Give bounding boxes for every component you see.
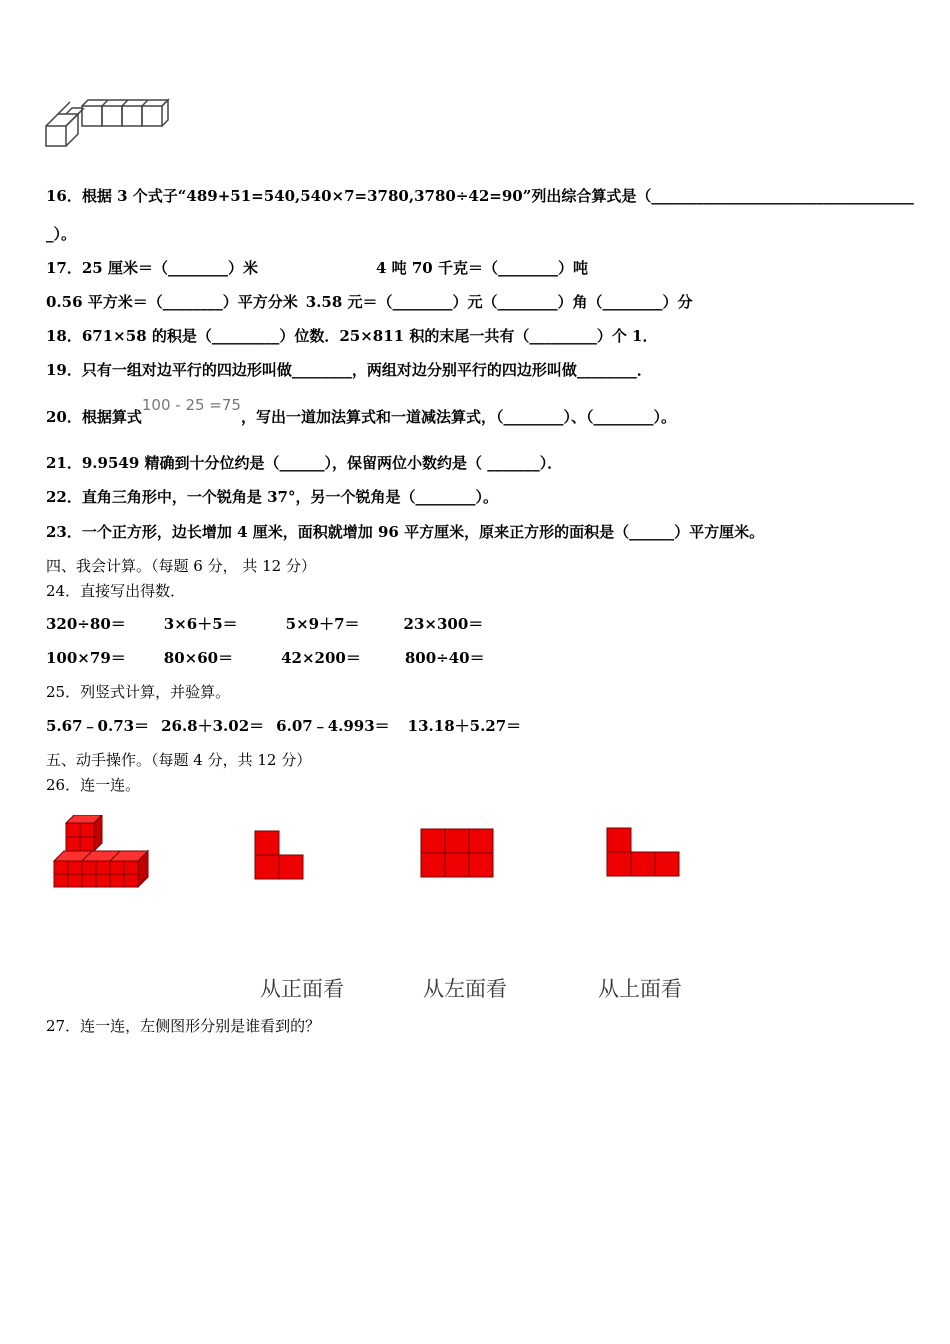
- question-24: 24．直接写出得数．: [46, 582, 186, 600]
- question-16-continued: _）。: [46, 225, 77, 243]
- question-23: 23．一个正方形，边长增加 4 厘米，面积就增加 96 平方厘米，原来正方形的面积是（______）平方厘米。: [46, 523, 765, 541]
- question-17-weight: 4 吨 70 千克＝（________）吨: [375, 259, 588, 277]
- calc-2-2: 80×60＝: [163, 649, 234, 667]
- calc-2-1: 100×79＝: [46, 649, 126, 667]
- view-shape-l-long: [606, 827, 682, 879]
- label-top-view: 从上面看: [598, 977, 682, 1001]
- vertical-calc-3: 6.07﹣4.993＝: [276, 717, 390, 735]
- calc-1-1: 320÷80＝: [46, 615, 126, 633]
- view-shape-l-small: [254, 830, 306, 882]
- question-25-row: [46, 716, 521, 736]
- question-21: 21．9.9549 精确到十分位约是（______），保留两位小数约是（ _______）．: [46, 454, 563, 472]
- question-19: 19．只有一组对边平行的四边形叫做________，两组对边分别平行的四边形叫做________．: [46, 361, 652, 379]
- section-4-title: 四、我会计算。（每题 6 分， 共 12 分）: [46, 557, 316, 575]
- question-27: 27．连一连，左侧图形分别是谁看到的？: [46, 1017, 321, 1035]
- calc-2-4: 800÷40＝: [404, 649, 485, 667]
- section-5-title: 五、动手操作。（每题 4 分，共 12 分）: [46, 751, 312, 769]
- calc-1-3: 5×9＋7＝: [285, 615, 360, 633]
- calc-2-3: 42×200＝: [281, 649, 361, 667]
- cube-outline-figure: [44, 98, 170, 150]
- question-20-prefix: 20．根据算式: [46, 408, 142, 426]
- question-17-money: 3.58 元＝（________）元（________）角（________）分: [305, 293, 693, 311]
- question-22: 22．直角三角形中，一个锐角是 37°，另一个锐角是（________）。: [46, 488, 498, 506]
- question-17-row2: [46, 292, 693, 312]
- question-20-suffix: ，写出一道加法算式和一道减法算式，（________）、（________）。: [240, 408, 676, 426]
- label-left-view: 从左面看: [423, 977, 507, 1001]
- question-26: 26．连一连。: [46, 776, 141, 794]
- vertical-calc-1: 5.67﹣0.73＝: [46, 717, 150, 735]
- question-16: 16．根据 3 个式子“489+51=540,540×7=3780,3780÷42=90”列出综合算式是（___________________________________: [46, 187, 914, 205]
- question-17-length: 17．25 厘米＝（________）米: [46, 259, 258, 277]
- question-18: 18．671×58 的积是（_________）位数．25×811 积的末尾一共有（_________）个 1．: [46, 327, 658, 345]
- question-20-formula: 100 - 25 =75: [141, 396, 241, 414]
- vertical-calc-2: 26.8＋3.02＝: [161, 717, 265, 735]
- vertical-calc-4: 13.18＋5.27＝: [407, 717, 522, 735]
- calc-1-4: 23×300＝: [403, 615, 484, 633]
- question-24-row2: [46, 648, 485, 668]
- label-front-view: 从正面看: [260, 977, 344, 1001]
- question-20: [46, 396, 676, 427]
- question-25: 25．列竖式计算，并验算。: [46, 683, 231, 701]
- question-17-row1: [46, 258, 588, 278]
- calc-1-2: 3×6＋5＝: [163, 615, 238, 633]
- view-shape-rectangle: [420, 828, 494, 880]
- question-17-area: 0.56 平方米＝（________）平方分米: [46, 293, 298, 311]
- red-cube-figure: [52, 815, 152, 889]
- question-24-row1: [46, 614, 483, 634]
